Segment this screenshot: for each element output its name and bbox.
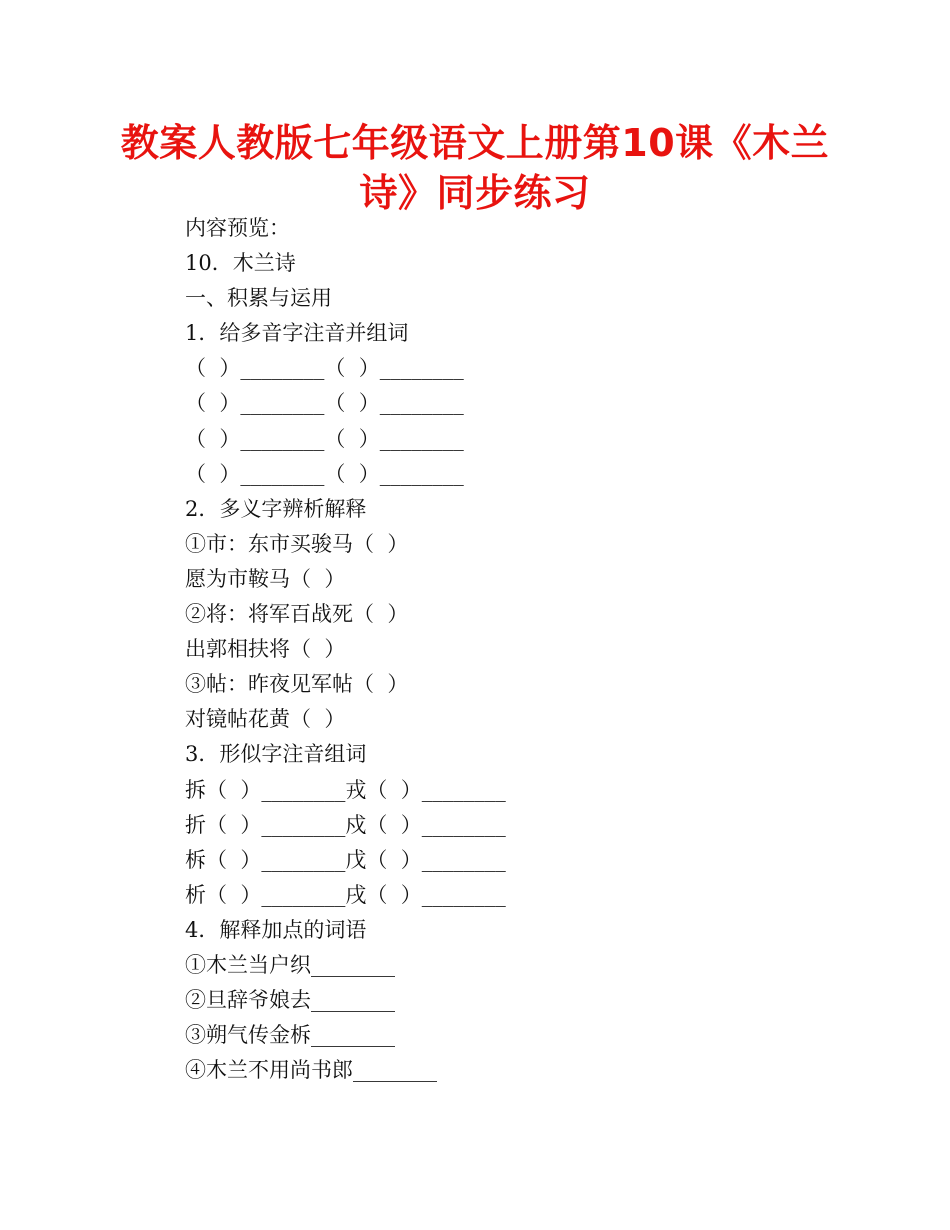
question-3-item: 析（ ）________戌（ ）________	[185, 882, 506, 907]
question-1-blank-row: （ ）________（ ）________	[185, 391, 464, 416]
preview-label: 内容预览：	[185, 216, 290, 240]
question-2-item: ②将：将军百战死（ ）	[185, 602, 409, 627]
question-2-item: 愿为市鞍马（ ）	[185, 566, 346, 591]
question-3-item: 折（ ）________戍（ ）________	[185, 812, 506, 837]
question-4-item: ①木兰当户织________	[185, 952, 395, 977]
question-4-item: ③朔气传金柝________	[185, 1023, 395, 1048]
question-1-heading: 1．给多音字注音并组词	[185, 321, 409, 346]
section-heading: 一、积累与运用	[185, 286, 332, 311]
question-2-item: ③帖：昨夜见军帖（ ）	[185, 672, 409, 697]
question-4-item: ②旦辞爷娘去________	[185, 988, 395, 1013]
question-4-heading: 4．解释加点的词语	[185, 917, 367, 942]
title-line-2: 诗》同步练习	[359, 171, 591, 215]
question-1-blank-row: （ ）________（ ）________	[185, 461, 464, 486]
lesson-heading: 10．木兰诗	[185, 251, 296, 276]
question-1-blank-row: （ ）________（ ）________	[185, 426, 464, 451]
document-body	[185, 211, 885, 1088]
document-title	[60, 118, 890, 218]
question-3-heading: 3．形似字注音组词	[185, 742, 367, 767]
question-4-item: ④木兰不用尚书郎________	[185, 1058, 437, 1083]
question-3-item: 拆（ ）________戎（ ）________	[185, 777, 506, 802]
title-line-1: 教案人教版七年级语文上册第10课《木兰	[120, 121, 830, 165]
question-2-heading: 2．多义字辨析解释	[185, 496, 367, 521]
question-2-item: ①市：东市买骏马（ ）	[185, 531, 409, 556]
question-2-item: 对镜帖花黄（ ）	[185, 707, 346, 732]
question-1-blank-row: （ ）________（ ）________	[185, 356, 464, 381]
question-3-item: 柝（ ）________戊（ ）________	[185, 847, 506, 872]
question-2-item: 出郭相扶将（ ）	[185, 637, 346, 662]
